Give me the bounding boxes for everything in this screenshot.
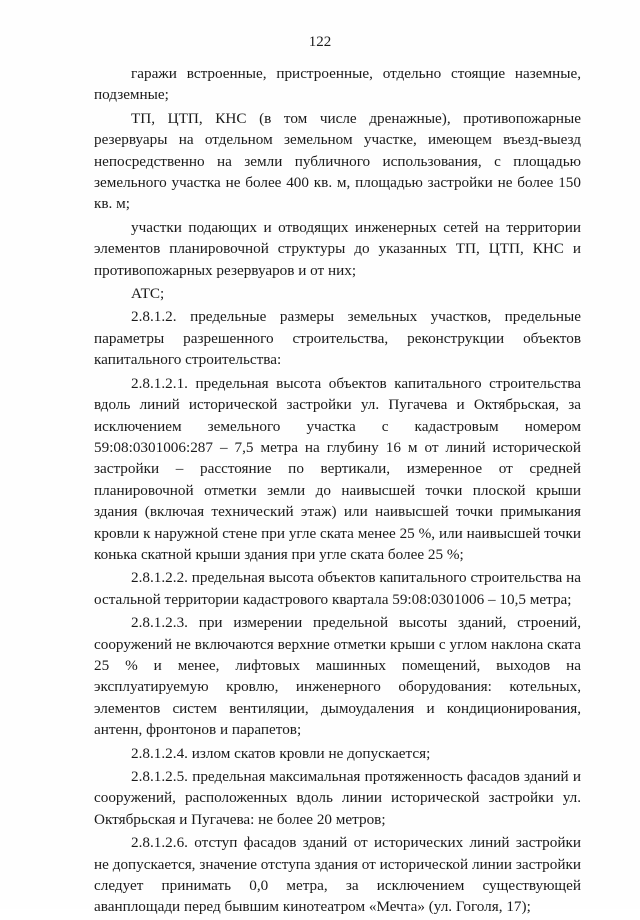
paragraph-engineering-networks: участки подающих и отводящих инженерных сетей на территории элементов планировочной структуры до указанных ТП, ЦТП, КНС и противопожарных резервуаров и от них; xyxy=(94,218,581,279)
paragraph-2-8-1-2: 2.8.1.2. предельные размеры земельных участков, предельные параметры разрешенного строительства, реконструкции объектов капитального строительства: xyxy=(94,308,581,369)
paragraph-garages: гаражи встроенные, пристроенные, отдельно стоящие наземные, подземные; xyxy=(94,65,581,104)
page-number: 122 xyxy=(308,34,332,50)
paragraph-2-8-1-2-3: 2.8.1.2.3. при измерении предельной высоты зданий, строений, сооружений не включаются верхние отметки крыши с углом наклона ската 25 % и менее, лифтовых машинных помещений, выходов на эксплуатируемую кровлю, инженерного оборудования: котельных, элементов систем вентиляции, дымоудаления и кондиционирования, антенн, фронтонов и парапетов; xyxy=(94,614,581,739)
document-body xyxy=(94,63,581,920)
paragraph-2-8-1-2-1: 2.8.1.2.1. предельная высота объектов капитального строительства вдоль линий исторической застройки ул. Пугачева и Октябрьская, за исключением земельного участка с кадастровым номером 59:08:0301006:287 – 7,5 метра на глубину 16 м от линий исторической застройки – расстояние по вертикали, измеренное от средней планировочной отметки земли до наивысшей точки плоской крыши здания (включая технический этаж) или наивысшей точки примыкания кровли к наружной стене при угле ската менее 25 %, или наивысшей точки конька скатной крыши здания при угле ската более 25 %; xyxy=(94,374,581,563)
paragraph-2-8-1-2-4: 2.8.1.2.4. излом скатов кровли не допускается; xyxy=(131,744,431,762)
paragraph-2-8-1-2-6: 2.8.1.2.6. отступ фасадов зданий от исторических линий застройки не допускается, значение отступа здания от исторической линии застройки следует принимать 0,0 метра, за исключением существующей аванплощади перед бывшим кинотеатром «Мечта» (ул. Гоголя, 17); xyxy=(94,834,581,916)
paragraph-ats: АТС; xyxy=(131,285,165,303)
paragraph-2-8-1-2-2: 2.8.1.2.2. предельная высота объектов капитального строительства на остальной территории кадастрового квартала 59:08:0301006 – 10,5 метра; xyxy=(94,569,581,608)
paragraph-substations: ТП, ЦТП, КНС (в том числе дренажные), противопожарные резервуары на отдельном земельном участке, имеющем въезд-выезд непосредственно на земли публичного использования, с площадью земельного участка не более 400 кв. м, площадью застройки не более 150 кв. м; xyxy=(94,109,581,213)
paragraph-2-8-1-2-5: 2.8.1.2.5. предельная максимальная протяженность фасадов зданий и сооружений, расположенных вдоль линии исторической застройки ул. Октябрьская и Пугачева: не более 20 метров; xyxy=(94,768,581,828)
